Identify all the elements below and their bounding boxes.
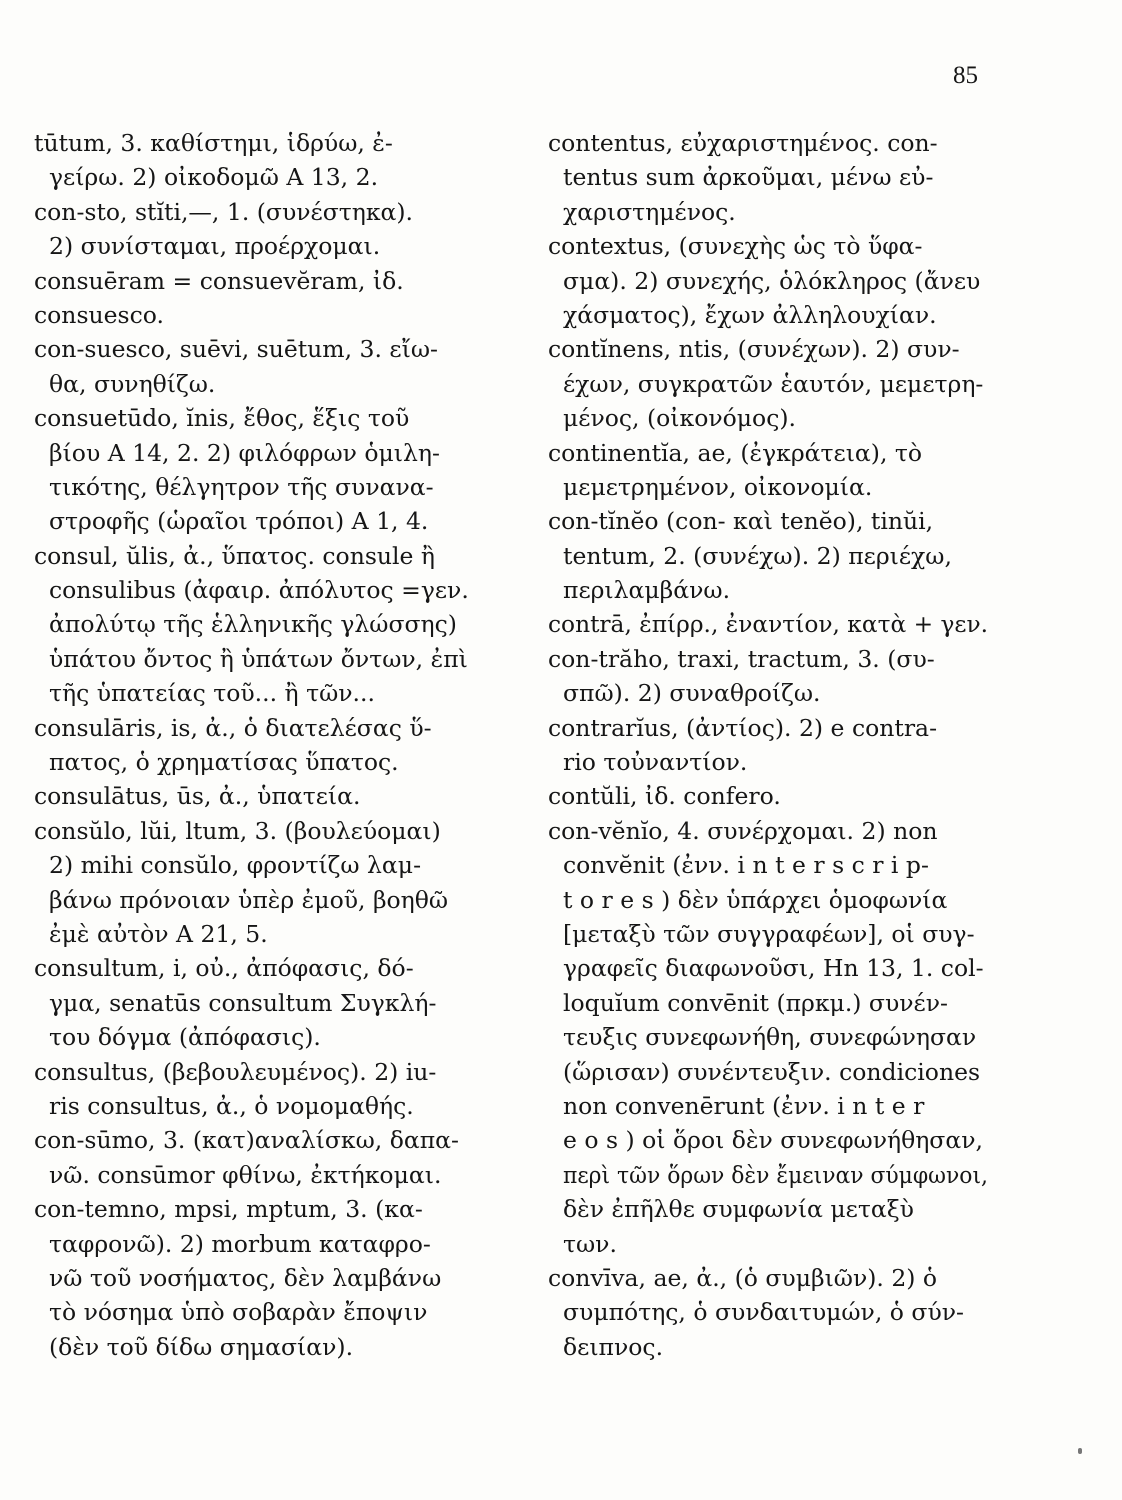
entry-line: convĕnit (ἐνν. i n t e r s c r i p- [563,851,929,880]
entry-line: τευξις συνεφωνήθη, συνεφώνησαν [563,1023,977,1052]
entry-line: con-sto, stĭti,—, 1. (συνέστηκα). [34,197,414,226]
entry-line: contrarĭus, (ἀντίος). 2) e contra- [548,713,938,742]
entry-line: [μεταξὺ τῶν συγγραφέων], οἱ συγ- [563,919,975,948]
entry-line: contrā, ἐπίρρ., ἐναντίον, κατὰ + γεν. [548,610,989,639]
entry-line: (ὥρισαν) συνέντευξιν. condiciones [563,1057,981,1086]
entry-line: ἀπολύτῳ τῆς ἑλληνικῆς γλώσσης) [49,610,457,639]
page-number: 85 [953,62,978,89]
entry-line: του δόγμα (ἀπόφασις). [49,1023,321,1052]
entry-line: t o r e s ) δὲν ὑπάρχει ὁμοφωνία [563,885,948,914]
entry-line: σπῶ). 2) συναθροίζω. [563,679,821,708]
entry-line: ἐμὲ αὐτὸν A 21, 5. [49,919,268,948]
entry-line: γείρω. 2) οἰκοδομῶ A 13, 2. [49,163,379,192]
entry-line: δειπνος. [563,1332,664,1361]
entry-line: tentum, 2. (συνέχω). 2) περιέχω, [563,541,952,570]
entry-line: consultus, (βεβουλευμένος). 2) iu- [34,1057,437,1086]
entry-line: χάσματος), ἔχων ἀλληλουχίαν. [563,300,937,329]
entry-line: consul, ŭlis, ἀ., ὕπατος. consule ἢ [34,541,436,570]
entry-line: ὑπάτου ὄντος ἢ ὑπάτων ὄντων, ἐπὶ [49,644,468,673]
entry-line: τὸ νόσημα ὑπὸ σοβαρὰν ἔποψιν [49,1298,428,1327]
entry-line: consŭlo, lŭi, ltum, 3. (βουλεύομαι) [34,816,441,845]
entry-line: τῆς ὑπατείας τοῦ... ἢ τῶν... [49,679,375,708]
entry-line: δὲν ἐπῆλθε συμφωνία μεταξὺ [563,1195,914,1224]
entry-line: γμα, senatūs consultum Συγκλή- [49,988,437,1017]
entry-line: περιλαμβάνω. [563,576,731,605]
entry-line: contentus, εὐχαριστημένος. con- [548,129,938,157]
entry-line: ταφρονῶ). 2) morbum καταφρο- [49,1229,431,1258]
entry-line: con-trăho, traxi, tractum, 3. (συ- [548,644,935,673]
entry-line: continentĭa, ae, (ἐγκράτεια), τὸ [548,438,923,467]
entry-line: ris consultus, ἀ., ὁ νομομαθής. [49,1091,414,1120]
left-column [34,126,518,1364]
entry-line: θα, συνηθίζω. [49,369,216,398]
entry-line: χαριστημένος. [563,197,736,226]
entry-line: 2) συνίσταμαι, προέρχομαι. [49,232,381,261]
entry-line: των. [563,1229,617,1258]
entry-line: tūtum, 3. καθίστημι, ἱδρύω, ἐ- [34,129,393,157]
entry-line: σμα). 2) συνεχής, ὁλόκληρος (ἄνευ [563,266,981,295]
entry-line: contextus, (συνεχὴς ὡς τὸ ὕφα- [548,232,923,261]
entry-line: 2) mihi consŭlo, φροντίζω λαμ- [49,851,422,880]
entry-line: con-sūmo, 3. (κατ)αναλίσκω, δαπα- [34,1126,459,1155]
entry-line: συμπότης, ὁ συνδαιτυμών, ὁ σύν- [563,1298,964,1327]
scan-speck [1078,1448,1082,1454]
entry-line: con-tĭnĕo (con- καὶ tenĕo), tinŭi, [548,507,934,536]
entry-line: consuēram = consuevĕram, ἰδ. [34,266,404,295]
entry-line: consulātus, ūs, ἀ., ὑπατεία. [34,782,361,811]
entry-line: consuetūdo, ĭnis, ἔθος, ἕξις τοῦ [34,404,410,433]
entry-line: νῶ. consūmor φθίνω, ἐκτήκομαι. [49,1160,442,1189]
entry-line: βίου A 14, 2. 2) φιλόφρων ὁμιλη- [49,438,440,467]
entry-line: convīva, ae, ἀ., (ὁ συμβιῶν). 2) ὁ [548,1263,938,1292]
entry-line: consultum, i, οὐ., ἀπόφασις, δό- [34,954,414,983]
entry-line: contŭli, ἰδ. confero. [548,782,781,811]
right-column [548,126,988,1364]
entry-line: πατος, ὁ χρηματίσας ὕπατος. [49,748,399,777]
entry-line: έχων, συγκρατῶν ἑαυτόν, μεμετρη- [563,369,984,398]
entry-line: rio τοὐναντίον. [563,748,748,777]
entry-line: con-suesco, suēvi, suētum, 3. εἴω- [34,335,438,364]
entry-line: loquĭum convēnit (πρκμ.) συνέν- [563,988,948,1017]
entry-line: tentus sum ἀρκοῦμαι, μένω εὐ- [563,163,934,192]
entry-line: non convenērunt (ἐνν. i n t e r [563,1091,925,1120]
entry-line: con-vĕnĭo, 4. συνέρχομαι. 2) non [548,816,938,845]
entry-line: consulāris, is, ἀ., ὁ διατελέσας ὕ- [34,713,432,742]
entry-line: περὶ τῶν ὅρων δὲν ἔμειναν σύμφωνοι, [563,1160,988,1189]
entry-line: μεμετρημένον, οἰκονομία. [563,472,873,501]
entry-line: βάνω πρόνοιαν ὑπὲρ ἐμοῦ, βοηθῶ [49,885,449,914]
entry-line: γραφεῖς διαφωνοῦσι, Hn 13, 1. col- [563,954,984,983]
entry-line: e o s ) οἱ ὅροι δὲν συνεφωνήθησαν, [563,1126,983,1155]
entry-line: con-temno, mpsi, mptum, 3. (κα- [34,1195,423,1224]
entry-line: νῶ τοῦ νοσήματος, δὲν λαμβάνω [49,1263,442,1292]
entry-line: μένος, (οἰκονόμος). [563,404,797,433]
entry-line: στροφῆς (ὡραῖοι τρόποι) A 1, 4. [49,507,429,536]
entry-line: consuesco. [34,300,164,329]
entry-line: τικότης, θέλγητρον τῆς συνανα- [49,472,434,501]
entry-line: consulibus (ἀφαιρ. ἀπόλυτος =γεν. [49,576,469,605]
entry-line: contĭnens, ntis, (συνέχων). 2) συν- [548,335,960,364]
entry-line: (δὲν τοῦ δίδω σημασίαν). [49,1332,354,1361]
